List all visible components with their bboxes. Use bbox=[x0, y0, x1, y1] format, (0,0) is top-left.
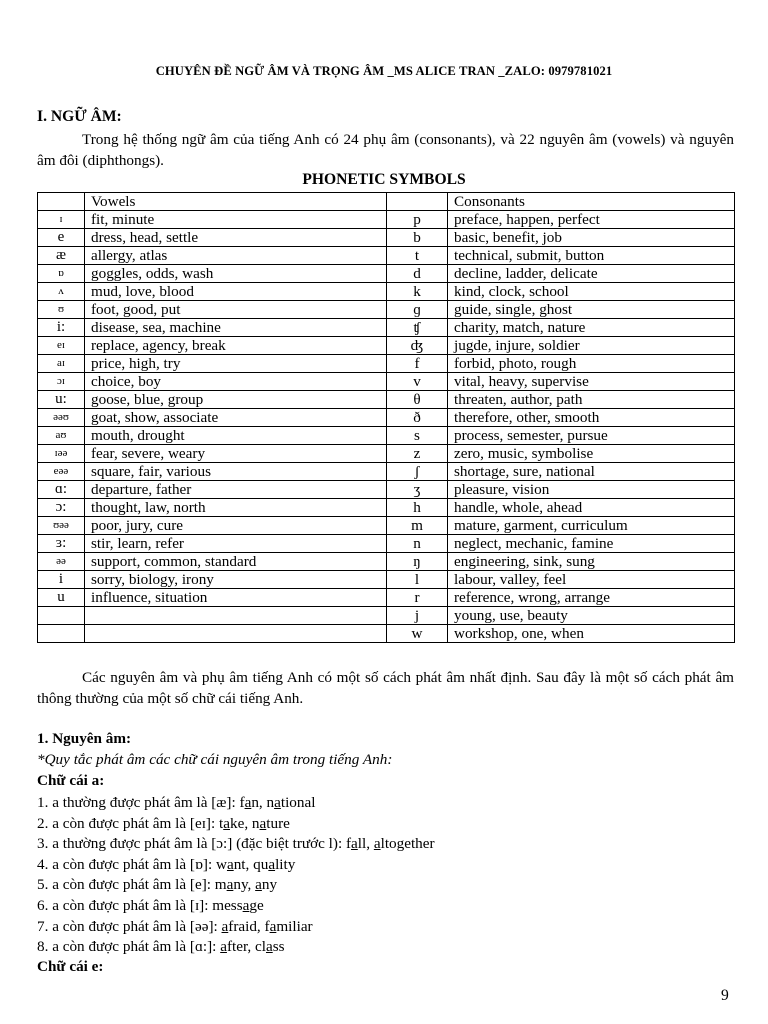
rule-text: 6. a còn được phát âm là [ɪ]: bbox=[37, 896, 213, 914]
vowel-examples: foot, good, put bbox=[85, 301, 387, 319]
vowel-examples: dress, head, settle bbox=[85, 229, 387, 247]
consonant-symbol: θ bbox=[387, 391, 448, 409]
vowel-symbol: ɜ: bbox=[38, 535, 85, 553]
table-row bbox=[38, 247, 735, 265]
header-consonant-symbol bbox=[387, 193, 448, 211]
example-words bbox=[219, 815, 290, 832]
consonant-symbol: j bbox=[387, 607, 448, 625]
consonant-symbol: ʧ bbox=[387, 319, 448, 337]
table-row bbox=[38, 589, 735, 607]
phonetic-table-body bbox=[38, 193, 735, 643]
consonant-examples: decline, ladder, delicate bbox=[448, 265, 735, 283]
underlined-letter: a bbox=[226, 855, 234, 873]
vowel-symbol: aɪ bbox=[38, 355, 85, 373]
word-fragment: ny bbox=[261, 876, 278, 894]
vowel-symbol: i: bbox=[38, 319, 85, 337]
word-fragment: n, n bbox=[251, 794, 275, 811]
rule-text: 4. a còn được phát âm là [ɒ]: bbox=[37, 855, 216, 873]
consonant-examples: handle, whole, ahead bbox=[448, 499, 735, 517]
list-item bbox=[37, 896, 435, 917]
list-item bbox=[37, 793, 435, 814]
consonant-examples: engineering, sink, sung bbox=[448, 553, 735, 571]
vowel-symbol: aʊ bbox=[38, 427, 85, 445]
table-row bbox=[38, 445, 735, 463]
consonant-symbol: s bbox=[387, 427, 448, 445]
rule-text: 5. a còn được phát âm là [e]: bbox=[37, 876, 215, 894]
consonant-examples: process, semester, pursue bbox=[448, 427, 735, 445]
underlined-letter: a bbox=[226, 876, 234, 894]
consonant-symbol: m bbox=[387, 517, 448, 535]
consonant-examples: therefore, other, smooth bbox=[448, 409, 735, 427]
table-row bbox=[38, 535, 735, 553]
table-row bbox=[38, 481, 735, 499]
vowel-symbol: e bbox=[38, 229, 85, 247]
consonant-examples: vital, heavy, supervise bbox=[448, 373, 735, 391]
intro-paragraph: Trong hệ thống ngữ âm của tiếng Anh có 24 phụ âm (consonants), và 22 nguyên âm (vowels) và nguyên âm đôi (diphthongs). bbox=[37, 131, 734, 169]
word-fragment: t bbox=[219, 814, 224, 832]
underlined-letter: a bbox=[223, 814, 230, 832]
word-fragment: f bbox=[345, 835, 352, 853]
consonant-examples: charity, match, nature bbox=[448, 319, 735, 337]
vowel-examples: thought, law, north bbox=[85, 499, 387, 517]
consonant-examples: neglect, mechanic, famine bbox=[448, 535, 735, 553]
table-row bbox=[38, 211, 735, 229]
pronunciation-paragraph: Các nguyên âm và phụ âm tiếng Anh có một số cách phát âm nhất định. Sau đây là một số cách phát âm thông thường của một số chữ cái tiếng Anh. bbox=[37, 669, 734, 707]
consonant-symbol: r bbox=[387, 589, 448, 607]
table-row bbox=[38, 355, 735, 373]
underlined-letter: a bbox=[259, 814, 267, 832]
underlined-letter: a bbox=[274, 794, 281, 811]
example-words bbox=[346, 835, 435, 852]
consonant-examples: zero, music, symbolise bbox=[448, 445, 735, 463]
vowel-examples: goose, blue, group bbox=[85, 391, 387, 409]
rule-text: 2. a còn được phát âm là [eɪ]: bbox=[37, 814, 219, 832]
underlined-letter: a bbox=[269, 917, 277, 935]
consonant-symbol: v bbox=[387, 373, 448, 391]
vowel-symbol: æ bbox=[38, 247, 85, 265]
vowel-symbol: u: bbox=[38, 391, 85, 409]
table-row bbox=[38, 265, 735, 283]
consonant-symbol: t bbox=[387, 247, 448, 265]
vowel-examples: poor, jury, cure bbox=[85, 517, 387, 535]
word-fragment: nt, qu bbox=[233, 855, 269, 873]
consonant-examples: workshop, one, when bbox=[448, 625, 735, 643]
example-words bbox=[222, 918, 313, 935]
consonant-symbol: l bbox=[387, 571, 448, 589]
letter-e-heading: Chữ cái e: bbox=[37, 958, 104, 975]
consonant-symbol: w bbox=[387, 625, 448, 643]
rule-text: 8. a còn được phát âm là [ɑ:]: bbox=[37, 938, 221, 956]
word-fragment: w bbox=[215, 855, 227, 873]
consonant-symbol: n bbox=[387, 535, 448, 553]
table-row bbox=[38, 625, 735, 643]
word-fragment: miliar bbox=[276, 917, 313, 935]
table-row bbox=[38, 337, 735, 355]
consonant-symbol: b bbox=[387, 229, 448, 247]
vowel-examples: mouth, drought bbox=[85, 427, 387, 445]
vowel-symbol: ɑ: bbox=[38, 481, 85, 499]
rule-text: 7. a còn được phát âm là [əə]: bbox=[37, 917, 222, 935]
word-fragment: ge bbox=[249, 896, 264, 914]
vowel-examples: replace, agency, break bbox=[85, 337, 387, 355]
consonant-examples: labour, valley, feel bbox=[448, 571, 735, 589]
vowel-symbol: ʊ bbox=[38, 301, 85, 319]
word-fragment: mess bbox=[212, 896, 243, 914]
word-fragment: ture bbox=[266, 814, 290, 832]
consonant-examples: technical, submit, button bbox=[448, 247, 735, 265]
vowel-symbol: eəə bbox=[38, 463, 85, 481]
consonant-symbol: ŋ bbox=[387, 553, 448, 571]
underlined-letter: a bbox=[244, 794, 252, 811]
consonant-examples: mature, garment, curriculum bbox=[448, 517, 735, 535]
list-item bbox=[37, 834, 435, 855]
consonant-examples: jugde, injure, soldier bbox=[448, 337, 735, 355]
vowel-examples: departure, father bbox=[85, 481, 387, 499]
vowel-symbol: əəʊ bbox=[38, 409, 85, 427]
word-fragment: m bbox=[214, 876, 227, 894]
vowel-symbol: ʌ bbox=[38, 283, 85, 301]
list-item bbox=[37, 917, 435, 938]
example-words bbox=[212, 897, 263, 914]
vowel-examples: support, common, standard bbox=[85, 553, 387, 571]
word-fragment: ss bbox=[272, 938, 285, 956]
document-header: CHUYÊN ĐỀ NGỮ ÂM VÀ TRỌNG ÂM _MS ALICE TRAN _ZALO: 0979781021 bbox=[155, 64, 613, 78]
vowel-examples bbox=[85, 607, 387, 625]
phonetic-symbols-table bbox=[37, 192, 735, 643]
page-number: 9 bbox=[721, 987, 729, 1004]
consonant-symbol: d bbox=[387, 265, 448, 283]
vowel-rule-title: *Quy tắc phát âm các chữ cái nguyên âm trong tiếng Anh: bbox=[37, 751, 393, 768]
consonant-examples: pleasure, vision bbox=[448, 481, 735, 499]
consonant-symbol: h bbox=[387, 499, 448, 517]
table-row bbox=[38, 409, 735, 427]
section-title: I. NGỮ ÂM: bbox=[37, 108, 122, 125]
vowel-symbol bbox=[38, 607, 85, 625]
vowel-examples: fit, minute bbox=[85, 211, 387, 229]
consonant-examples: threaten, author, path bbox=[448, 391, 735, 409]
example-words bbox=[220, 938, 284, 955]
vowel-examples: choice, boy bbox=[85, 373, 387, 391]
underlined-letter: a bbox=[221, 917, 229, 935]
vowel-symbol: u bbox=[38, 589, 85, 607]
consonant-symbol: ʤ bbox=[387, 337, 448, 355]
vowel-examples bbox=[85, 625, 387, 643]
word-fragment: fter, cl bbox=[226, 938, 266, 956]
word-fragment: ltogether bbox=[380, 835, 435, 853]
consonant-symbol: ʃ bbox=[387, 463, 448, 481]
consonant-examples: forbid, photo, rough bbox=[448, 355, 735, 373]
table-header-row bbox=[38, 193, 735, 211]
table-title: PHONETIC SYMBOLS bbox=[302, 171, 466, 188]
letter-a-heading: Chữ cái a: bbox=[37, 772, 105, 789]
vowel-examples: goggles, odds, wash bbox=[85, 265, 387, 283]
underlined-letter: a bbox=[373, 835, 381, 853]
underlined-letter: a bbox=[268, 855, 276, 873]
table-row bbox=[38, 391, 735, 409]
table-row bbox=[38, 517, 735, 535]
list-item bbox=[37, 814, 435, 835]
vowel-examples: price, high, try bbox=[85, 355, 387, 373]
consonant-examples: kind, clock, school bbox=[448, 283, 735, 301]
vowel-symbol: ɒ bbox=[38, 265, 85, 283]
table-row bbox=[38, 373, 735, 391]
consonant-examples: basic, benefit, job bbox=[448, 229, 735, 247]
header-vowels: Vowels bbox=[85, 193, 387, 211]
vowel-symbol: ɔ: bbox=[38, 499, 85, 517]
underlined-letter: a bbox=[351, 835, 358, 853]
header-vowel-symbol bbox=[38, 193, 85, 211]
vowel-symbol: ʊəə bbox=[38, 517, 85, 535]
word-fragment: f bbox=[239, 794, 245, 811]
vowel-symbol: ɪəə bbox=[38, 445, 85, 463]
vowel-examples: allergy, atlas bbox=[85, 247, 387, 265]
consonant-examples: young, use, beauty bbox=[448, 607, 735, 625]
section-vowels-heading: 1. Nguyên âm: bbox=[37, 730, 132, 747]
vowel-examples: disease, sea, machine bbox=[85, 319, 387, 337]
consonant-examples: preface, happen, perfect bbox=[448, 211, 735, 229]
underlined-letter: a bbox=[255, 876, 262, 894]
vowel-symbol: ɔɪ bbox=[38, 373, 85, 391]
table-row bbox=[38, 301, 735, 319]
consonant-symbol: z bbox=[387, 445, 448, 463]
word-fragment: tional bbox=[280, 794, 316, 811]
consonant-symbol: p bbox=[387, 211, 448, 229]
word-fragment: ny, bbox=[233, 876, 256, 894]
vowel-examples: square, fair, various bbox=[85, 463, 387, 481]
word-fragment: ll, bbox=[357, 835, 374, 853]
table-row bbox=[38, 607, 735, 625]
consonant-symbol: ʒ bbox=[387, 481, 448, 499]
list-item bbox=[37, 855, 435, 876]
consonant-symbol: ɡ bbox=[387, 301, 448, 319]
vowel-symbol bbox=[38, 625, 85, 643]
table-row bbox=[38, 283, 735, 301]
table-row bbox=[38, 427, 735, 445]
list-item bbox=[37, 937, 435, 958]
example-words bbox=[216, 856, 295, 873]
example-words bbox=[240, 794, 316, 811]
rule-text: 1. a thường được phát âm là [æ]: bbox=[37, 794, 240, 811]
consonant-examples: shortage, sure, national bbox=[448, 463, 735, 481]
table-row bbox=[38, 553, 735, 571]
consonant-symbol: ð bbox=[387, 409, 448, 427]
table-row bbox=[38, 229, 735, 247]
header-consonants: Consonants bbox=[448, 193, 735, 211]
vowel-symbol: əə bbox=[38, 553, 85, 571]
underlined-letter: a bbox=[265, 938, 273, 956]
consonant-symbol: k bbox=[387, 283, 448, 301]
table-row bbox=[38, 571, 735, 589]
table-row bbox=[38, 463, 735, 481]
consonant-symbol: f bbox=[387, 355, 448, 373]
vowel-examples: goat, show, associate bbox=[85, 409, 387, 427]
word-fragment: fraid, f bbox=[228, 917, 270, 935]
vowel-symbol: eɪ bbox=[38, 337, 85, 355]
vowel-examples: fear, severe, weary bbox=[85, 445, 387, 463]
vowel-symbol: i bbox=[38, 571, 85, 589]
underlined-letter: a bbox=[242, 896, 250, 914]
word-fragment: ke, n bbox=[229, 814, 260, 832]
list-item bbox=[37, 875, 435, 896]
rule-text: 3. a thường được phát âm là [ɔ:] (đặc biệt trước l): bbox=[37, 835, 346, 853]
vowel-examples: sorry, biology, irony bbox=[85, 571, 387, 589]
vowel-examples: mud, love, blood bbox=[85, 283, 387, 301]
vowel-examples: influence, situation bbox=[85, 589, 387, 607]
word-fragment: lity bbox=[275, 855, 296, 873]
example-words bbox=[215, 876, 277, 893]
underlined-letter: a bbox=[220, 938, 227, 956]
consonant-examples: reference, wrong, arrange bbox=[448, 589, 735, 607]
consonant-examples: guide, single, ghost bbox=[448, 301, 735, 319]
letter-a-list bbox=[37, 793, 435, 958]
table-row bbox=[38, 319, 735, 337]
table-row bbox=[38, 499, 735, 517]
vowel-examples: stir, learn, refer bbox=[85, 535, 387, 553]
vowel-symbol: ɪ bbox=[38, 211, 85, 229]
